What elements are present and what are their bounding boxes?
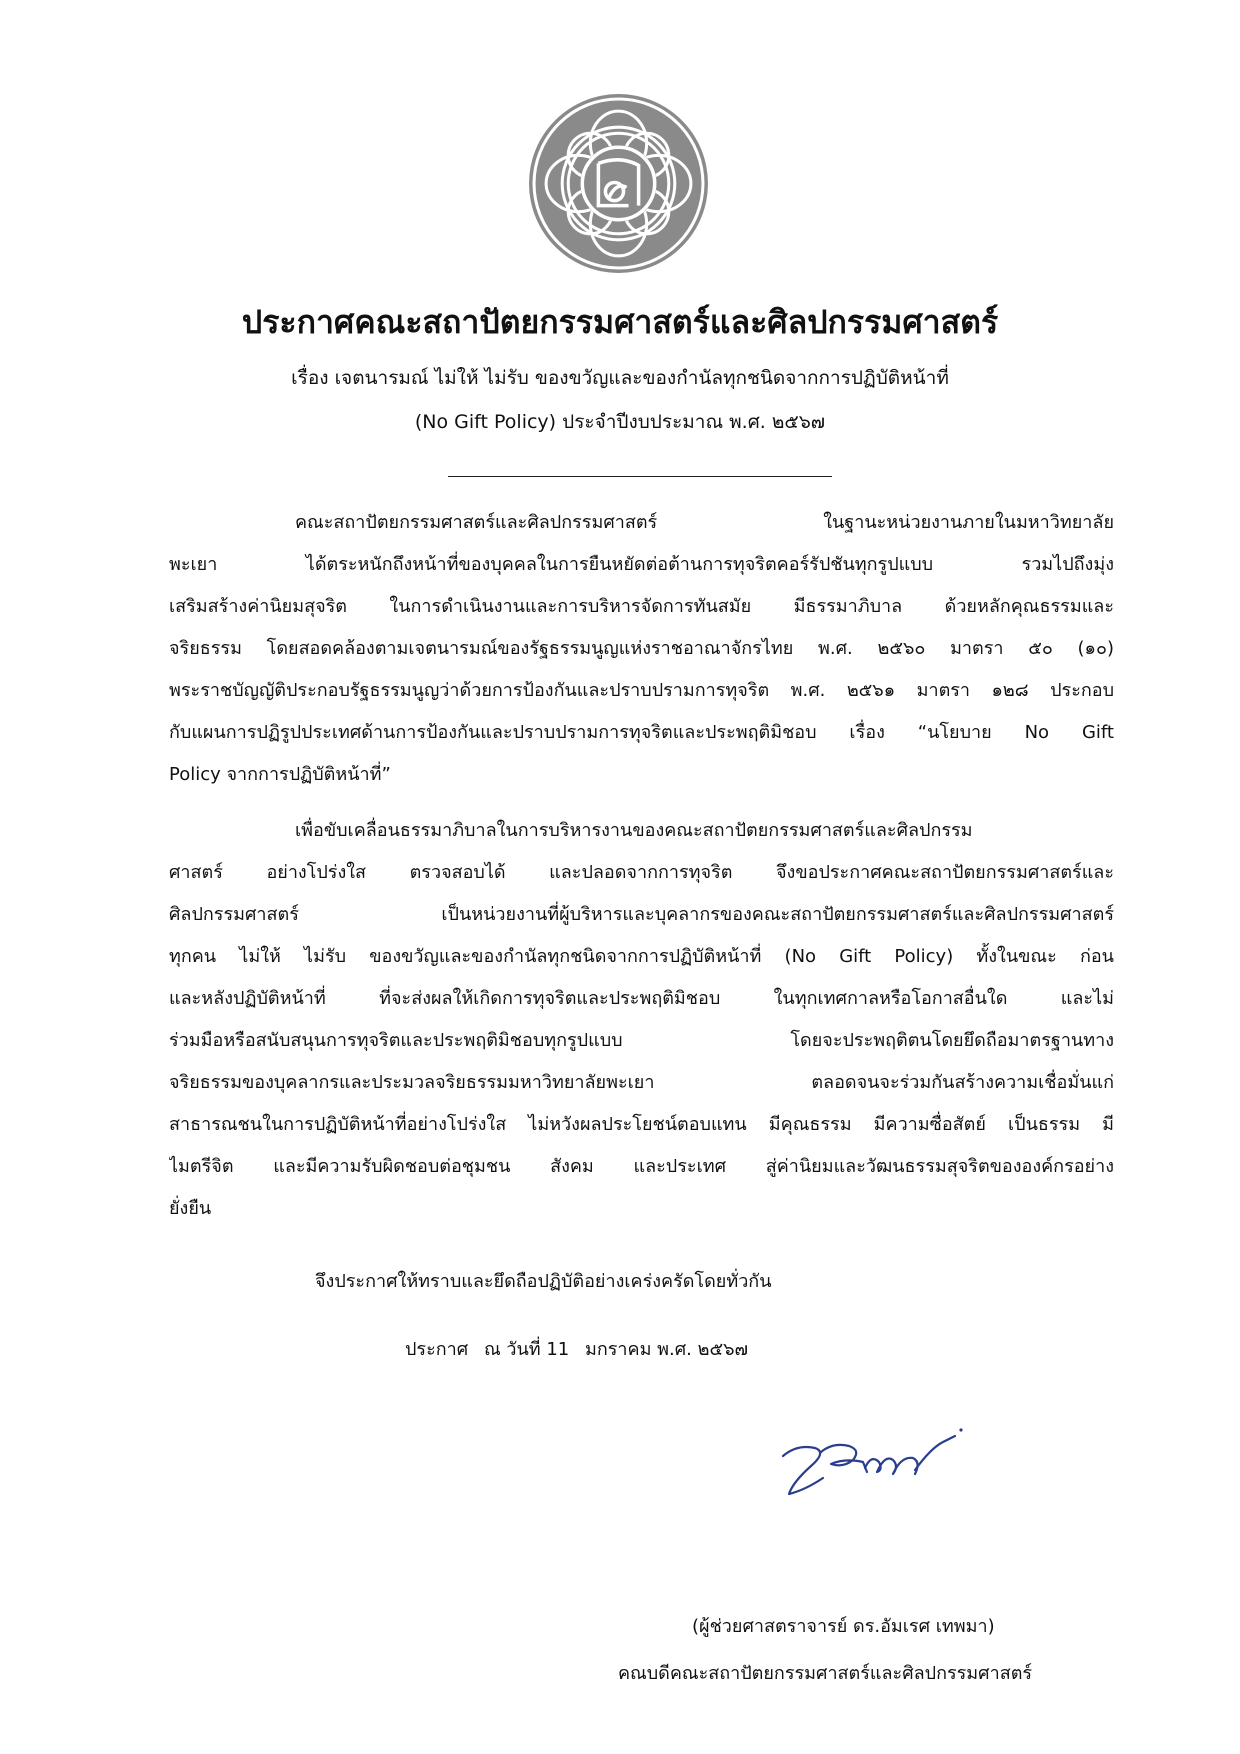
announce-day: ณ วันที่ 11 bbox=[483, 1339, 570, 1360]
closing-statement: จึงประกาศให้ทราบและยึดถือปฏิบัติอย่างเคร่งครัดโดยทั่วกัน bbox=[315, 1271, 772, 1292]
paragraph-line: จริยธรรม โดยสอดคล้องตามเจตนารมณ์ของรัฐธรรมนูญแห่งราชอาณาจักรไทย พ.ศ. ๒๕๖๐ มาตรา ๕๐ (๑๐) bbox=[169, 638, 1114, 659]
paragraph-line: กับแผนการปฏิรูปประเทศด้านการป้องกันและปราบปรามการทุจริตและประพฤติมิชอบ เรื่อง “นโยบาย No Gift bbox=[169, 722, 1114, 743]
handwritten-signature bbox=[775, 1408, 975, 1508]
paragraph-line: พระราชบัญญัติประกอบรัฐธรรมนูญว่าด้วยการป้องกันและปราบปรามการทุจริต พ.ศ. ๒๕๖๑ มาตรา ๑๒๘ ประกอบ bbox=[169, 680, 1114, 701]
paragraph-line: สาธารณชนในการปฏิบัติหน้าที่อย่างโปร่งใส ไม่หวังผลประโยชน์ตอบแทน มีคุณธรรม มีความซื่อสัตย์ เป็นธรรม มี bbox=[169, 1114, 1114, 1135]
paragraph-line: และหลังปฏิบัติหน้าที่ ที่จะส่งผลให้เกิดการทุจริตและประพฤติมิชอบ ในทุกเทศกาลหรือโอกาสอื่นใด และไม่ bbox=[169, 988, 1114, 1009]
paragraph-line: ร่วมมือหรือสนับสนุนการทุจริตและประพฤติมิชอบทุกรูปแบบ โดยจะประพฤติตนโดยยึดถือมาตรฐานทาง bbox=[169, 1030, 1114, 1051]
faculty-emblem-icon bbox=[528, 93, 709, 274]
paragraph-line: พะเยา ได้ตระหนักถึงหน้าที่ของบุคคลในการยืนหยัดต่อต้านการทุจริตคอร์รัปชันทุกรูปแบบ รวมไปถึงมุ่ง bbox=[169, 554, 1114, 575]
paragraph-line: ศิลปกรรมศาสตร์ เป็นหน่วยงานที่ผู้บริหารและบุคลากรของคณะสถาปัตยกรรมศาสตร์และศิลปกรรมศาสตร์ bbox=[169, 904, 1114, 925]
paragraph-line: ศาสตร์ อย่างโปร่งใส ตรวจสอบได้ และปลอดจากการทุจริต จึงขอประกาศคณะสถาปัตยกรรมศาสตร์และ bbox=[169, 862, 1114, 883]
paragraph-2 bbox=[169, 810, 1114, 1230]
announcement-date bbox=[405, 1335, 758, 1365]
paragraph-1 bbox=[169, 502, 1114, 796]
signer-name: (ผู้ช่วยศาสตราจารย์ ดร.อัมเรศ เทพมา) bbox=[692, 1616, 995, 1637]
page-title: ประกาศคณะสถาปัตยกรรมศาสตร์และศิลปกรรมศาสตร์ bbox=[241, 303, 999, 341]
subject-line: (No Gift Policy) ประจำปีงบประมาณ พ.ศ. ๒๕๖๗ bbox=[414, 411, 826, 433]
paragraph-line: Policy จากการปฏิบัติหน้าที่” bbox=[169, 764, 391, 785]
paragraph-line: ทุกคน ไม่ให้ ไม่รับ ของขวัญและของกำนัลทุกชนิดจากการปฏิบัติหน้าที่ (No Gift Policy) ทั้งในขณะ ก่อน bbox=[169, 946, 1114, 967]
paragraph-line: เพื่อขับเคลื่อนธรรมาภิบาลในการบริหารงานของคณะสถาปัตยกรรมศาสตร์และศิลปกรรม bbox=[295, 820, 973, 841]
announce-prefix: ประกาศ bbox=[405, 1339, 469, 1360]
subject-line: เรื่อง เจตนารมณ์ ไม่ให้ ไม่รับ ของขวัญและของกำนัลทุกชนิดจากการปฏิบัติหน้าที่ bbox=[291, 367, 949, 389]
paragraph-line: เสริมสร้างค่านิยมสุจริต ในการดำเนินงานและการบริหารจัดการทันสมัย มีธรรมาภิบาล ด้วยหลักคุณธรรมและ bbox=[169, 596, 1114, 617]
announce-month-year: มกราคม พ.ศ. ๒๕๖๗ bbox=[585, 1339, 749, 1360]
paragraph-line: จริยธรรมของบุคลากรและประมวลจริยธรรมมหาวิทยาลัยพะเยา ตลอดจนจะร่วมกันสร้างความเชื่อมั่นแก่ bbox=[169, 1072, 1114, 1093]
signer-position: คณบดีคณะสถาปัตยกรรมศาสตร์และศิลปกรรมศาสตร์ bbox=[618, 1663, 1033, 1684]
paragraph-line: ยั่งยืน bbox=[169, 1198, 212, 1219]
title-divider bbox=[448, 476, 832, 477]
paragraph-line: ไมตรีจิต และมีความรับผิดชอบต่อชุมชน สังคม และประเทศ สู่ค่านิยมและวัฒนธรรมสุจริตขององค์กรอย่าง bbox=[169, 1156, 1114, 1177]
paragraph-line: คณะสถาปัตยกรรมศาสตร์และศิลปกรรมศาสตร์ ในฐานะหน่วยงานภายในมหาวิทยาลัย bbox=[295, 512, 1114, 533]
